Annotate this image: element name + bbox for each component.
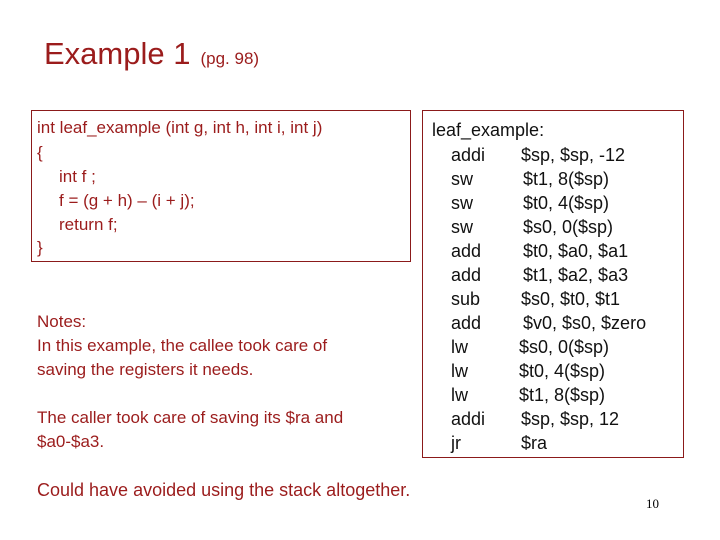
asm-opcode: addi — [451, 145, 486, 165]
asm-operands: $s0, 0($sp) — [523, 217, 614, 237]
asm-operands: $sp, $sp, 12 — [521, 409, 620, 429]
asm-opcode: sub — [451, 289, 481, 309]
footer-note: Could have avoided using the stack altogether. — [37, 480, 411, 500]
asm-operands: $v0, $s0, $zero — [523, 313, 647, 333]
asm-operands: $t0, 4($sp) — [519, 361, 606, 381]
notes-heading: Notes: — [37, 312, 87, 331]
c-code-line: int f ; — [59, 167, 96, 186]
asm-operands: $t1, $a2, $a3 — [523, 265, 629, 285]
asm-operands: $s0, $t0, $t1 — [521, 289, 621, 309]
asm-opcode: lw — [451, 361, 468, 381]
asm-operands: $t1, 8($sp) — [519, 385, 606, 405]
notes-line: In this example, the callee took care of — [37, 336, 328, 355]
asm-operands: $s0, 0($sp) — [519, 337, 610, 357]
asm-operands: $sp, $sp, -12 — [521, 145, 626, 165]
assembly-label: leaf_example: — [432, 120, 545, 140]
notes-line: saving the registers it needs. — [37, 360, 254, 379]
c-code-line: } — [37, 238, 43, 257]
c-code-line: { — [37, 143, 43, 162]
asm-opcode: add — [451, 313, 482, 333]
notes-line: $a0-$a3. — [37, 432, 105, 451]
notes-line: The caller took care of saving its $ra and — [37, 408, 344, 427]
asm-opcode: addi — [451, 409, 486, 429]
slide-title-page-ref: (pg. 98) — [200, 49, 260, 68]
asm-operands: $ra — [521, 433, 548, 453]
asm-opcode: lw — [451, 337, 468, 357]
asm-operands: $t0, 4($sp) — [523, 193, 610, 213]
asm-opcode: sw — [451, 169, 473, 189]
page-number: 10 — [646, 496, 659, 511]
asm-opcode: add — [451, 241, 482, 261]
c-code-line: f = (g + h) – (i + j); — [59, 191, 195, 210]
asm-opcode: sw — [451, 217, 473, 237]
asm-opcode: lw — [451, 385, 468, 405]
c-code-line: return f; — [59, 215, 118, 234]
asm-opcode: jr — [451, 433, 461, 453]
slide-title-main: Example 1 — [44, 36, 191, 71]
asm-operands: $t0, $a0, $a1 — [523, 241, 629, 261]
asm-opcode: add — [451, 265, 482, 285]
asm-operands: $t1, 8($sp) — [523, 169, 610, 189]
asm-opcode: sw — [451, 193, 473, 213]
c-code-line: int leaf_example (int g, int h, int i, int j) — [37, 118, 323, 137]
slide-title — [44, 36, 259, 72]
